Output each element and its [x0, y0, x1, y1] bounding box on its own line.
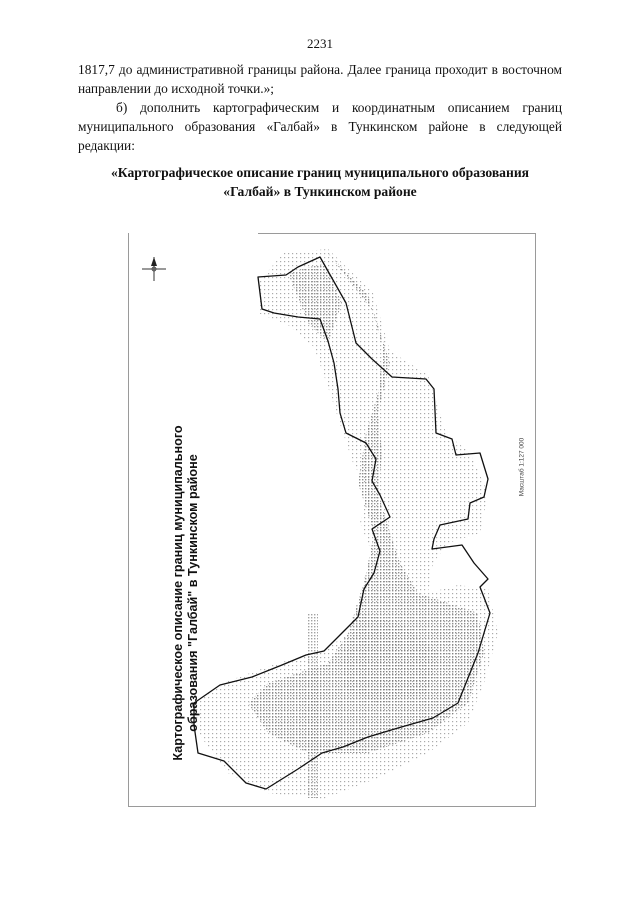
map-title-line-2: образования "Галбай" в Тункинском районе	[186, 454, 200, 732]
map-scale-text: Масштаб 1:127 000	[518, 437, 526, 497]
relief-shading	[194, 249, 498, 799]
paragraph-amendment-b: б) дополнить картографическим и координатным описанием границ муниципального образования «Галбай» в Тункинском районе в следующей редакции:	[78, 100, 562, 153]
section-heading	[78, 163, 562, 201]
page-number: 2231	[307, 36, 333, 51]
map-title-line-1: Картографическое описание границ муниципального	[171, 425, 185, 761]
section-heading-line-2: «Галбай» в Тункинском районе	[223, 184, 417, 199]
paragraph-end-of-previous-description: 1817,7 до административной границы района. Далее граница проходит в восточном направлении до исходной точки.»;	[78, 62, 562, 96]
north-arrow-icon	[142, 257, 166, 281]
map-figure	[128, 233, 536, 807]
section-heading-line-1: «Картографическое описание границ муниципального образования	[110, 165, 530, 180]
